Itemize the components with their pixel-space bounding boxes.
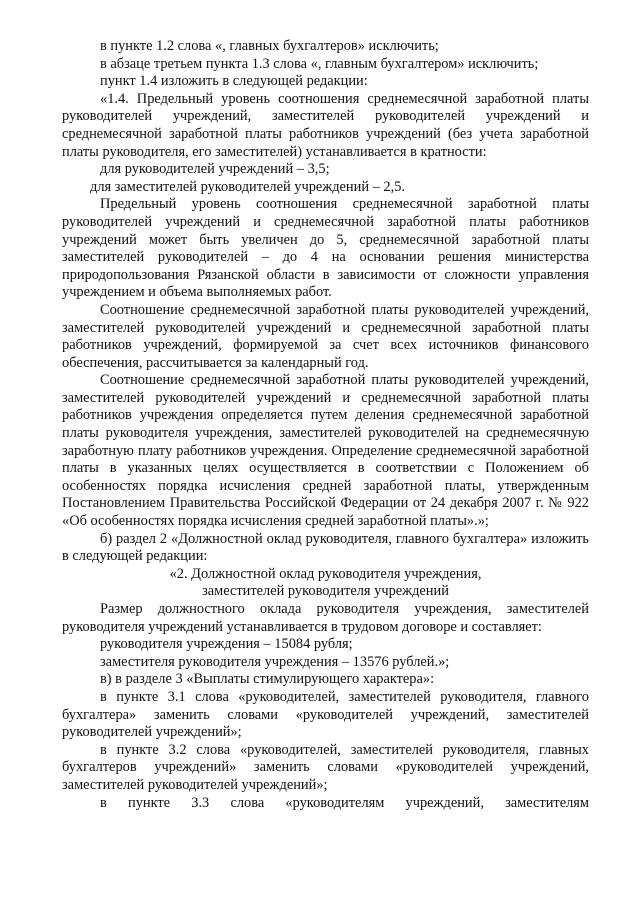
paragraph-6: для заместителей руководителей учреждений – 2,5. <box>90 178 406 195</box>
paragraph-11: Размер должностного оклада руководителя учреждения, заместителей руководителя учреждений устанавливается в трудовом договоре и составляет: <box>62 601 589 635</box>
paragraph-2: в абзаце третьем пункта 1.3 слова «, главным бухгалтером» исключить; <box>100 55 539 72</box>
document-body <box>62 38 589 812</box>
paragraph-5: для руководителей учреждений – 3,5; <box>100 161 330 178</box>
paragraph-14: в) в разделе 3 «Выплаты стимулирующего характера»: <box>100 671 435 688</box>
paragraph-8: Соотношение среднемесячной заработной платы руководителей учреждений, заместителей руководителей учреждений и среднемесячной заработной платы работников учреждений, формируемой за счет всех источников финансового обеспечения, рассчитывается за календарный год. <box>62 301 589 371</box>
paragraph-7: Предельный уровень соотношения среднемесячной заработной платы руководителей учреждений и среднемесячной заработной платы работников учреждений может быть увеличен до 5, среднемесячной заработной платы заместителей руководителей – до 4 на основании решения министерства природопользования Рязанской области в зависимости от сложности управления учреждением и объема выполняемых работ. <box>62 196 589 301</box>
paragraph-16: в пункте 3.2 слова «руководителей, заместителей руководителя, главных бухгалтеров учреждений» заменить словами «руководителей учреждений, заместителей руководителей учреждений»; <box>62 741 589 793</box>
paragraph-15: в пункте 3.1 слова «руководителей, заместителей руководителя, главного бухгалтера» заменить словами «руководителей учреждений, заместителей руководителей учреждений»; <box>62 688 589 741</box>
paragraph-4: «1.4. Предельный уровень соотношения среднемесячной заработной платы руководителей учреждений, заместителей руководителей учреждений и среднемесячной заработной платы работников учреждений (без учета заработной платы руководителя, его заместителей) устанавливается в кратности: <box>62 90 589 160</box>
paragraph-17: в пункте 3.3 слова «руководителям учреждений, заместителям <box>100 794 589 811</box>
paragraph-1: в пункте 1.2 слова «, главных бухгалтеров» исключить; <box>100 38 439 54</box>
paragraph-3: пункт 1.4 изложить в следующей редакции: <box>100 73 368 90</box>
section-heading-line-1: «2. Должностной оклад руководителя учреждения, <box>169 565 482 582</box>
paragraph-13: заместителя руководителя учреждения – 13576 рублей.»; <box>100 653 450 670</box>
paragraph-10: б) раздел 2 «Должностной оклад руководителя, главного бухгалтера» изложить в следующей редакции: <box>62 530 589 565</box>
paragraph-12: руководителя учреждения – 15084 рубля; <box>100 636 353 653</box>
paragraph-9: Соотношение среднемесячной заработной платы руководителей учреждений, заместителей руководителей учреждений и среднемесячной заработной платы работников учреждения определяется путем деления среднемесячной заработной платы руководителя учреждения, заместителей руководителей на среднемесячную заработную плату работников учреждения. Определение среднемесячной заработной платы в указанных целях осуществляется в соответствии с Положением об особенностях порядка исчисления средней заработной платы, утвержденным Постановлением Правительства Российской Федерации от 24 декабря 2007 г. № 922 «Об особенностях порядка исчисления средней заработной платы».»; <box>62 372 589 530</box>
section-heading-line-2: заместителей руководителя учреждений <box>202 583 449 600</box>
